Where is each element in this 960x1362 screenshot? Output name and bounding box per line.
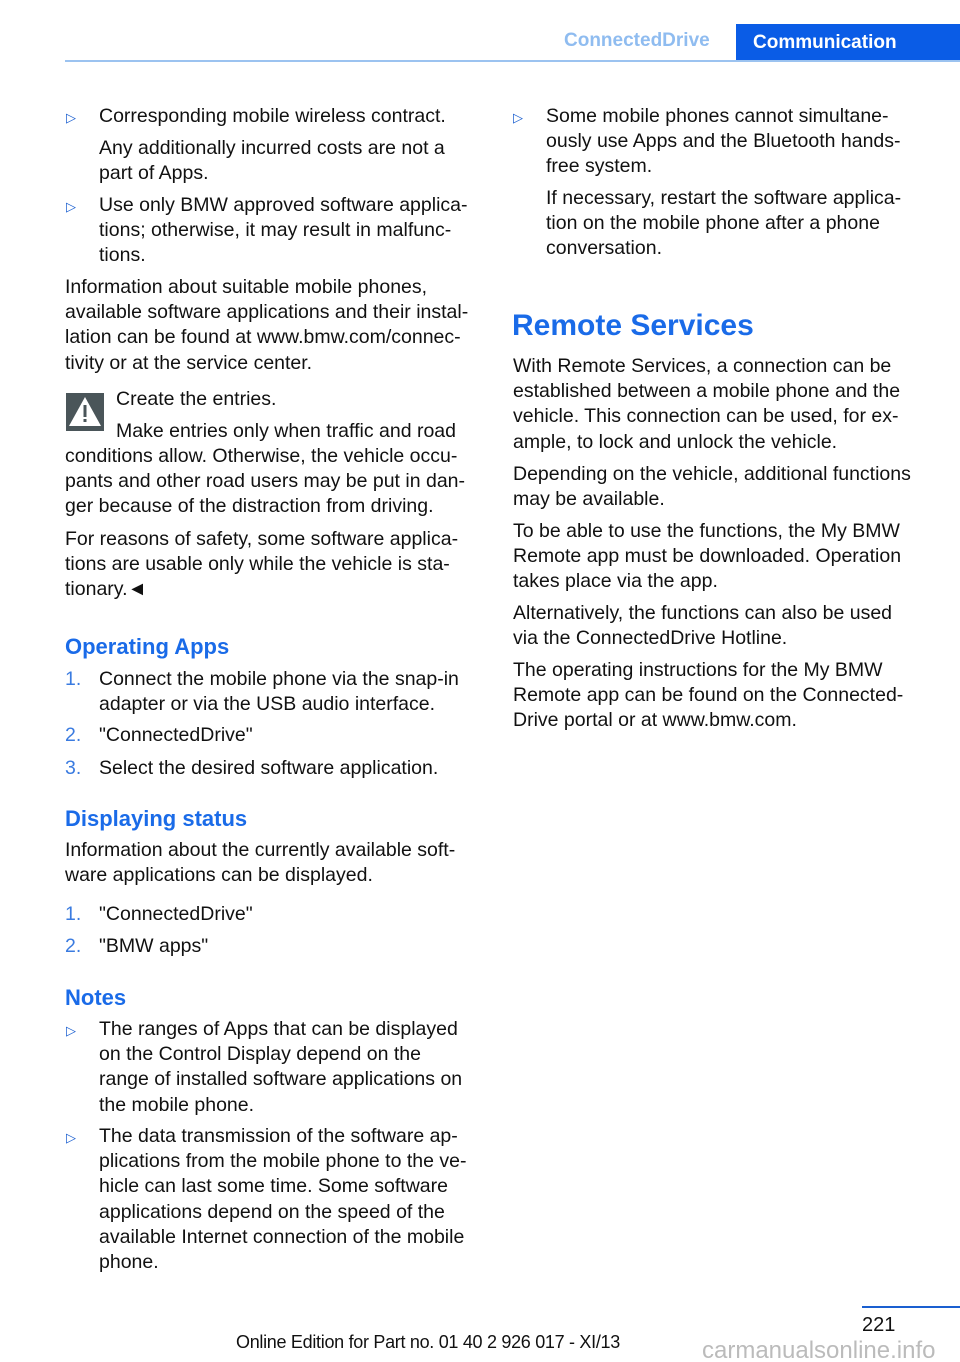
bullet-icon: ▷: [66, 110, 76, 125]
bullet-icon: ▷: [513, 110, 523, 125]
bullet-text: Use only BMW approved software applica- tions; otherwise, it may result in malfunc- tions.: [99, 194, 468, 267]
paragraph: With Remote Services, a connection can be established between a mobile phone and the vehicle. This connection can be used, for ex- ample, to lock and unlock the vehicle.: [513, 355, 901, 453]
paragraph: Information about the currently available soft- ware applications can be displayed.: [65, 839, 456, 887]
warning-title: Create the entries.: [116, 388, 277, 410]
paragraph: The operating instructions for the My BMW Remote app can be found on the Connected- Drive portal or at www.bmw.com.: [513, 659, 904, 732]
list-item: "ConnectedDrive": [99, 724, 253, 746]
bullet-text: Corresponding mobile wireless contract.: [99, 105, 446, 127]
bullet-icon: ▷: [66, 1023, 76, 1038]
bullet-icon: ▷: [66, 1130, 76, 1145]
bullet-text: The data transmission of the software ap- plications from the mobile phone to the ve- hicle can last some time. Some software applications depend on the speed of the available Internet connection of the mobile phone.: [99, 1125, 467, 1274]
heading-displaying-status: Displaying status: [65, 806, 248, 831]
paragraph: To be able to use the functions, the My BMW Remote app must be downloaded. Operation takes place via the app.: [513, 520, 902, 593]
paragraph: For reasons of safety, some software applica- tions are usable only while the vehicle is sta- tionary.◄: [65, 528, 459, 601]
list-item: Select the desired software application.: [99, 757, 439, 779]
heading-notes: Notes: [65, 985, 127, 1010]
warning-icon: [66, 393, 104, 431]
paragraph: Depending on the vehicle, additional functions may be available.: [513, 463, 911, 511]
list-number: 1.: [65, 668, 82, 690]
bullet-text: The ranges of Apps that can be displayed on the Control Display depend on the range of installed software applications on the mobile phone.: [99, 1018, 463, 1116]
page-number: 221: [862, 1314, 896, 1336]
heading-operating-apps: Operating Apps: [65, 634, 230, 659]
list-item: "ConnectedDrive": [99, 903, 253, 925]
edition-info: Online Edition for Part no. 01 40 2 926 017 - XI/13: [236, 1332, 620, 1352]
list-item: "BMW apps": [99, 935, 209, 957]
bullet-text: Some mobile phones cannot simultane- ously use Apps and the Bluetooth hands- free system.: [546, 105, 901, 178]
heading-remote-services: Remote Services: [512, 309, 754, 342]
footer-divider: [862, 1306, 960, 1308]
list-item: Connect the mobile phone via the snap-in adapter or via the USB audio interface.: [99, 668, 459, 716]
bullet-note: Any additionally incurred costs are not a part of Apps.: [99, 137, 445, 185]
watermark: carmanualsonline.info: [702, 1337, 936, 1362]
bullet-icon: ▷: [66, 199, 76, 214]
list-number: 1.: [65, 903, 82, 925]
header-divider: [65, 60, 960, 62]
tab-communication[interactable]: Communication: [736, 24, 960, 61]
bullet-note: If necessary, restart the software applica- tion on the mobile phone after a phone conversation.: [546, 187, 902, 260]
tab-connecteddrive[interactable]: ConnectedDrive: [564, 30, 710, 51]
list-number: 2.: [65, 724, 82, 746]
warning-text: Make entries only when traffic and road: [116, 420, 456, 442]
paragraph: Information about suitable mobile phones, available software applications and their instal- lation can be found at www.bmw.com/connec- tivity or at the service center.: [65, 276, 469, 374]
paragraph: Alternatively, the functions can also be used via the ConnectedDrive Hotline.: [513, 602, 893, 650]
list-number: 2.: [65, 935, 82, 957]
list-number: 3.: [65, 757, 82, 779]
warning-text: conditions allow. Otherwise, the vehicle occu- pants and other road users may be put in dan- ger because of the distraction from driving.: [65, 445, 465, 518]
